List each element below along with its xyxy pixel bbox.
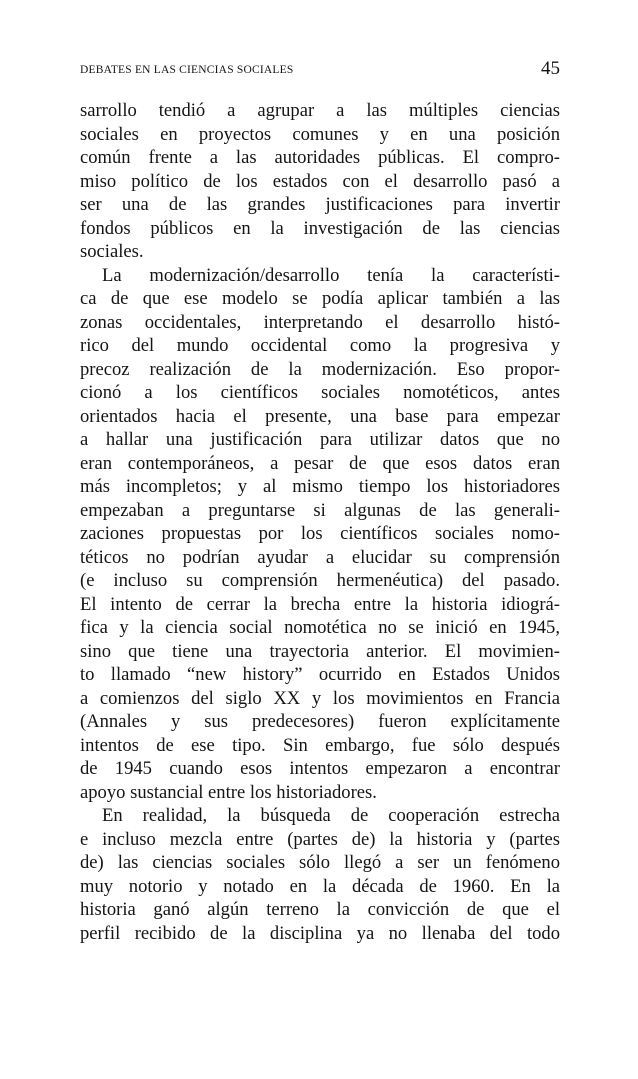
text-line: to llamado “new history” ocurrido en Estados Unidos [80, 664, 560, 685]
running-head [80, 58, 560, 82]
text-line: cionó a los científicos sociales nomotéticos, antes [80, 382, 560, 403]
text-line: sociales en proyectos comunes y en una posición [80, 123, 560, 145]
text-line: empezaban a preguntarse si algunas de las generali- [80, 499, 560, 521]
text-line: historia ganó algún terreno la convicción de que el [80, 899, 560, 920]
text-line: de) las ciencias sociales sólo llegó a ser un fenómeno [80, 852, 560, 873]
body-text [80, 99, 560, 945]
paragraph-start-line: La modernización/desarrollo tenía la característi- [102, 264, 560, 286]
text-line: perfil recibido de la disciplina ya no llenaba del todo [80, 922, 560, 944]
text-line: eran contemporáneos, a pesar de que esos datos eran [80, 452, 560, 474]
text-line: de 1945 cuando esos intentos empezaron a encontrar [80, 758, 560, 779]
text-line: a comienzos del siglo XX y los movimientos en Francia [80, 687, 560, 709]
text-line: intentos de ese tipo. Sin embargo, fue sólo después [80, 734, 560, 756]
text-line: sino que tiene una trayectoria anterior. El movimien- [80, 640, 560, 662]
paragraph-start-line: En realidad, la búsqueda de cooperación estrecha [102, 805, 560, 826]
text-line: ca de que ese modelo se podía aplicar también a las [80, 288, 560, 309]
text-line: e incluso mezcla entre (partes de) la historia y (partes [80, 828, 560, 850]
text-line: sociales. [80, 241, 144, 262]
text-line: precoz realización de la modernización. Eso propor- [80, 358, 560, 380]
text-line: más incompletos; y al mismo tiempo los historiadores [80, 476, 560, 497]
text-line: a hallar una justificación para utilizar datos que no [80, 429, 560, 450]
text-line: ser una de las grandes justificaciones para invertir [80, 194, 560, 215]
text-line: zonas occidentales, interpretando el desarrollo histó- [80, 311, 560, 333]
text-line: muy notorio y notado en la década de 1960. En la [80, 875, 560, 897]
text-line: miso político de los estados con el desarrollo pasó a [80, 170, 560, 192]
page-number: 45 [541, 58, 560, 79]
text-line: orientados hacia el presente, una base para empezar [80, 405, 560, 427]
text-line: rico del mundo occidental como la progresiva y [80, 335, 560, 356]
text-line: apoyo sustancial entre los historiadores. [80, 781, 377, 803]
book-page [80, 0, 560, 1079]
running-title: DEBATES EN LAS CIENCIAS SOCIALES [80, 64, 294, 76]
text-line: El intento de cerrar la brecha entre la historia idiográ- [80, 593, 560, 615]
text-line: común frente a las autoridades públicas. El compro- [80, 147, 560, 168]
text-line: fica y la ciencia social nomotética no se inició en 1945, [80, 617, 560, 638]
text-line: sarrollo tendió a agrupar a las múltiples ciencias [80, 100, 560, 121]
text-line: fondos públicos en la investigación de las ciencias [80, 217, 560, 239]
text-line: (Annales y sus predecesores) fueron explícitamente [80, 711, 560, 732]
text-line: zaciones propuestas por los científicos sociales nomo- [80, 523, 560, 544]
text-line: téticos no podrían ayudar a elucidar su comprensión [80, 546, 560, 568]
text-line: (e incluso su comprensión hermenéutica) del pasado. [80, 570, 560, 591]
